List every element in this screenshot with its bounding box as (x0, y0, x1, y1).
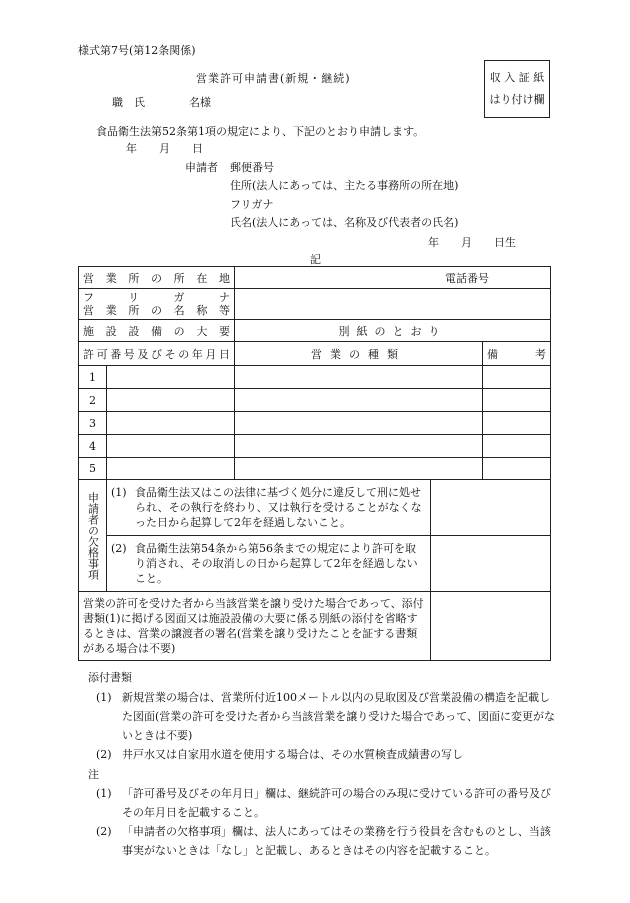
name-label: 氏名(法人にあっては、名称及び代表者の氏名) (230, 216, 459, 229)
disqualification-label-cell (79, 480, 107, 592)
location-value-cell[interactable] (235, 267, 551, 289)
row-number: 5 (79, 458, 107, 480)
facility-label-cell (79, 320, 235, 342)
transfer-note: 営業の許可を受けた者から当該営業を譲り受けた場合であって、添付書類(1)に掲げる図面又は施設設備の大要に係る別紙の添付を省略するときは、営業の譲渡者の署名(営業を譲り受けたことを証する書類がある場合は不要) (83, 597, 424, 655)
facility-label: 施設設備の大要 (83, 324, 230, 338)
list-item (96, 784, 556, 822)
table-row (79, 412, 551, 435)
remarks-cell[interactable] (483, 435, 551, 458)
transfer-note-cell (79, 592, 431, 661)
revenue-stamp-box (484, 60, 550, 118)
remarks-cell[interactable] (483, 389, 551, 412)
permit-header: 許可番号及びその年月日 (83, 347, 230, 361)
business-cell[interactable] (235, 366, 483, 389)
notes-title: 注 (88, 768, 99, 781)
birth-date-label: 年 月 日生 (428, 236, 516, 249)
row-number: 3 (79, 412, 107, 435)
attachment-text: 井戸水又は自家用水道を使用する場合は、その水質検査成績書の写し (122, 748, 463, 761)
facility-value: 別紙のとおり (338, 324, 447, 338)
attachments-list (96, 688, 556, 764)
application-date: 年 月 日 (126, 142, 203, 155)
permit-cell[interactable] (107, 366, 235, 389)
office-name-label: 営業所の名称等 (83, 304, 230, 317)
stamp-label-line1: 収 入 証 紙 (489, 71, 545, 84)
note-text: 「許可番号及びその年月日」欄は、継続許可の場合のみ現に受けている許可の番号及びその年月日を記載すること。 (122, 787, 551, 819)
stamp-label-line2: はり付け欄 (489, 93, 545, 106)
office-name-value-cell[interactable] (235, 289, 551, 320)
attachment-number: (2) (96, 748, 112, 761)
permit-cell[interactable] (107, 435, 235, 458)
notes-list (96, 784, 556, 860)
row-number: 2 (79, 389, 107, 412)
permit-cell[interactable] (107, 389, 235, 412)
disq2-text: 食品衛生法第54条から第56条までの規定により許可を取り消され、その取消しの日から起算して2年を経過しないこと。 (135, 542, 418, 585)
remarks-header-cell (483, 342, 551, 366)
business-cell[interactable] (235, 389, 483, 412)
transferor-signature-cell[interactable] (431, 592, 551, 661)
business-header-cell (235, 342, 483, 366)
table-row (79, 389, 551, 412)
table-row (79, 435, 551, 458)
attachment-number: (1) (96, 691, 112, 704)
table-row (79, 458, 551, 480)
ki-heading: 記 (310, 253, 321, 266)
disq2-number: (2) (111, 542, 127, 555)
permit-header-cell (79, 342, 235, 366)
note-number: (1) (96, 787, 112, 800)
disq1-text: 食品衛生法又はこの法律に基づく処分に違反して刑に処せられ、その執行を終わり、又は執行を受けることがなくなった日から起算して2年を経過しないこと。 (135, 486, 422, 529)
postal-code-label: 郵便番号 (230, 161, 274, 174)
permit-cell[interactable] (107, 412, 235, 435)
address-label: 住所(法人にあっては、主たる事務所の所在地) (230, 179, 459, 192)
disq1-number: (1) (111, 486, 127, 499)
addressee: 職 氏 名様 (112, 96, 211, 109)
application-table (78, 266, 551, 661)
disqualification-label: 申請者の欠格事項 (86, 491, 100, 580)
location-label: 営業所の所在地 (83, 271, 230, 285)
office-name-label-cell (79, 289, 235, 320)
attachment-text: 新規営業の場合は、営業所付近100メートル以内の見取図及び営業設備の構造を記載した図面(営業の許可を受けた者から当該営業を譲り受けた場合であって、図面に変更がないときは不要) (122, 691, 555, 742)
page-title: 営業許可申請書(新規・継続) (196, 72, 351, 85)
disqualification-value-1[interactable] (431, 480, 551, 536)
phone-label: 電話番号 (445, 271, 489, 285)
remarks-cell[interactable] (483, 458, 551, 480)
row-number: 4 (79, 435, 107, 458)
disqualification-value-2[interactable] (431, 536, 551, 592)
disqualification-item-2 (107, 536, 431, 592)
facility-value-cell (235, 320, 551, 342)
location-label-cell (79, 267, 235, 289)
remarks-header: 備考 (487, 347, 546, 361)
permit-cell[interactable] (107, 458, 235, 480)
business-cell[interactable] (235, 435, 483, 458)
furigana-field-label: フリガナ (83, 291, 230, 304)
attachments-title: 添付書類 (88, 671, 132, 684)
list-item (96, 745, 556, 764)
business-header: 営業の種類 (311, 347, 406, 361)
furigana-label: フリガナ (230, 198, 274, 211)
row-number: 1 (79, 366, 107, 389)
business-cell[interactable] (235, 458, 483, 480)
disqualification-item-1 (107, 480, 431, 536)
form-number: 様式第7号(第12条関係) (78, 44, 196, 57)
business-cell[interactable] (235, 412, 483, 435)
remarks-cell[interactable] (483, 412, 551, 435)
note-text: 「申請者の欠格事項」欄は、法人にあってはその業務を行う役員を含むものとし、当該事実がないときは「なし」と記載し、あるときはその内容を記載すること。 (122, 825, 551, 857)
intro-text: 食品衛生法第52条第1項の規定により、下記のとおり申請します。 (96, 125, 425, 138)
list-item (96, 822, 556, 860)
remarks-cell[interactable] (483, 366, 551, 389)
note-number: (2) (96, 825, 112, 838)
list-item (96, 688, 556, 745)
table-row (79, 366, 551, 389)
applicant-label: 申請者 (185, 161, 218, 174)
